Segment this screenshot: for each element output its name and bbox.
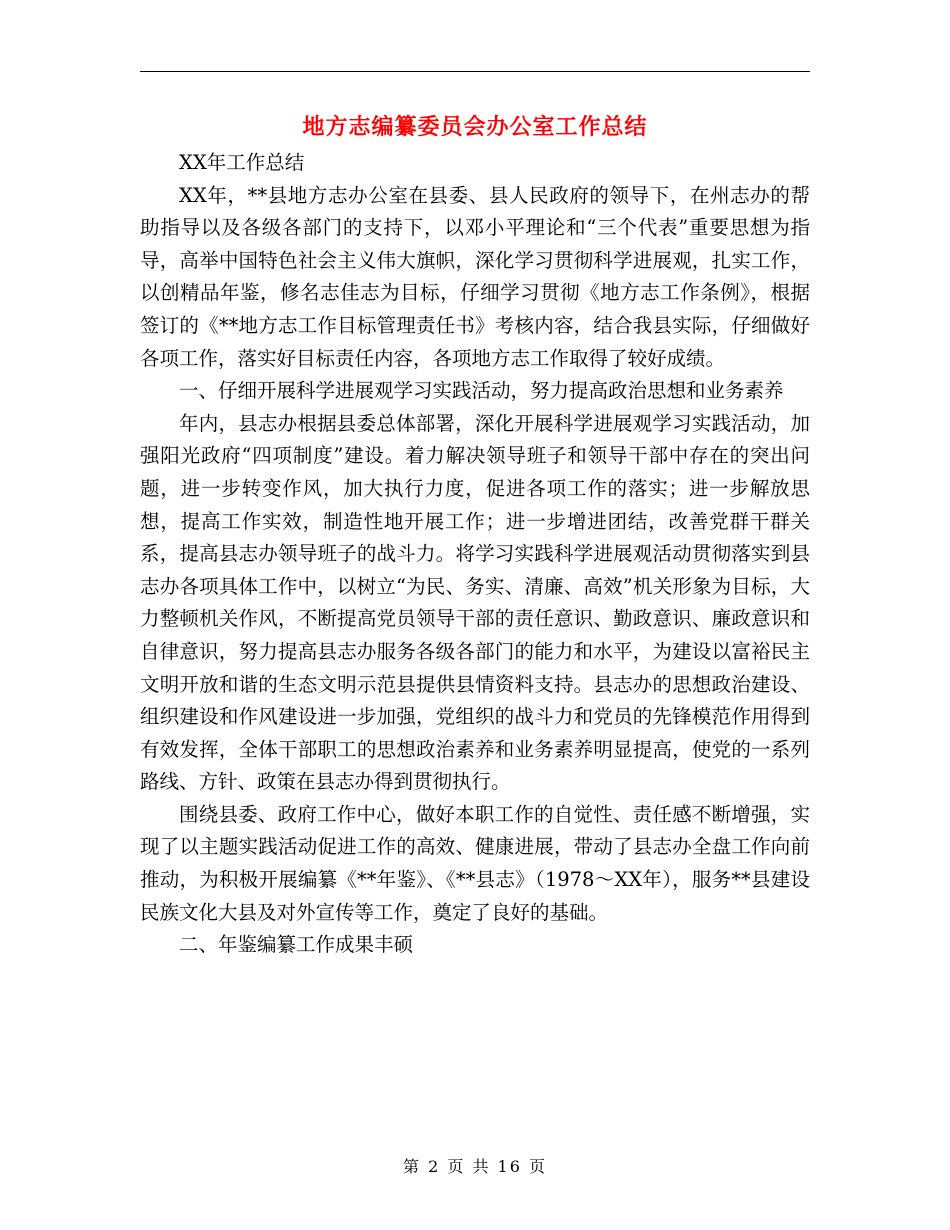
document-title: 地方志编纂委员会办公室工作总结 [302, 115, 648, 140]
page-footer: 第 2 页 共 16 页 [403, 1157, 547, 1176]
paragraph-intro: XX年，**县地方志办公室在县委、县人民政府的领导下，在州志办的帮助指导以及各级各部门的支持下，以邓小平理论和“三个代表”重要思想为指导，高举中国特色社会主义伟大旗帜，深化学习贯彻科学进展观，扎实工作，以创精品年鉴，修名志佳志为目标，仔细学习贯彻《地方志工作条例》，根据签订的《**地方志工作目标管理责任书》考核内容，结合我县实际，仔细做好各项工作，落实好目标责任内容，各项地方志工作取得了较好成绩。 [140, 183, 810, 370]
paragraph-subtitle: XX年工作总结 [179, 151, 305, 174]
paragraph-section-1: 年内，县志办根据县委总体部署，深化开展科学进展观学习实践活动，加强阳光政府“四项制度”建设。着力解决领导班子和领导干部中存在的突出问题，进一步转变作风，加大执行力度，促进各项工作的落实；进一步解放思想，提高工作实效，制造性地开展工作；进一步增进团结，改善党群干群关系，提高县志办领导班子的战斗力。将学习实践科学进展观活动贯彻落实到县志办各项具体工作中，以树立“为民、务实、清廉、高效”机关形象为目标，大力整顿机关作风，不断提高党员领导干部的责任意识、勤政意识、廉政意识和自律意识，努力提高县志办服务各级各部门的能力和水平，为建设以富裕民主文明开放和谐的生态文明示范县提供县情资料支持。县志办的思想政治建设、组织建设和作风建设进一步加强，党组织的战斗力和党员的先锋模范作用得到有效发挥，全体干部职工的思想政治素养和业务素养明显提高，使党的一系列路线、方针、政策在县志办得到贯彻执行。 [140, 411, 810, 794]
section-heading-1: 一、仔细开展科学进展观学习实践活动，努力提高政治思想和业务素养 [179, 379, 784, 403]
section-heading-2: 二、年鉴编纂工作成果丰硕 [179, 933, 414, 957]
document-body [140, 147, 810, 962]
header-rule [140, 71, 810, 72]
paragraph-section-1-cont: 围绕县委、政府工作中心，做好本职工作的自觉性、责任感不断增强，实现了以主题实践活动促进工作的高效、健康进展，带动了县志办全盘工作向前推动，为积极开展编纂《**年鉴》、《**县志》（1978～XX年），服务**县建设民族文化大县及对外宣传等工作，奠定了良好的基础。 [140, 802, 810, 924]
